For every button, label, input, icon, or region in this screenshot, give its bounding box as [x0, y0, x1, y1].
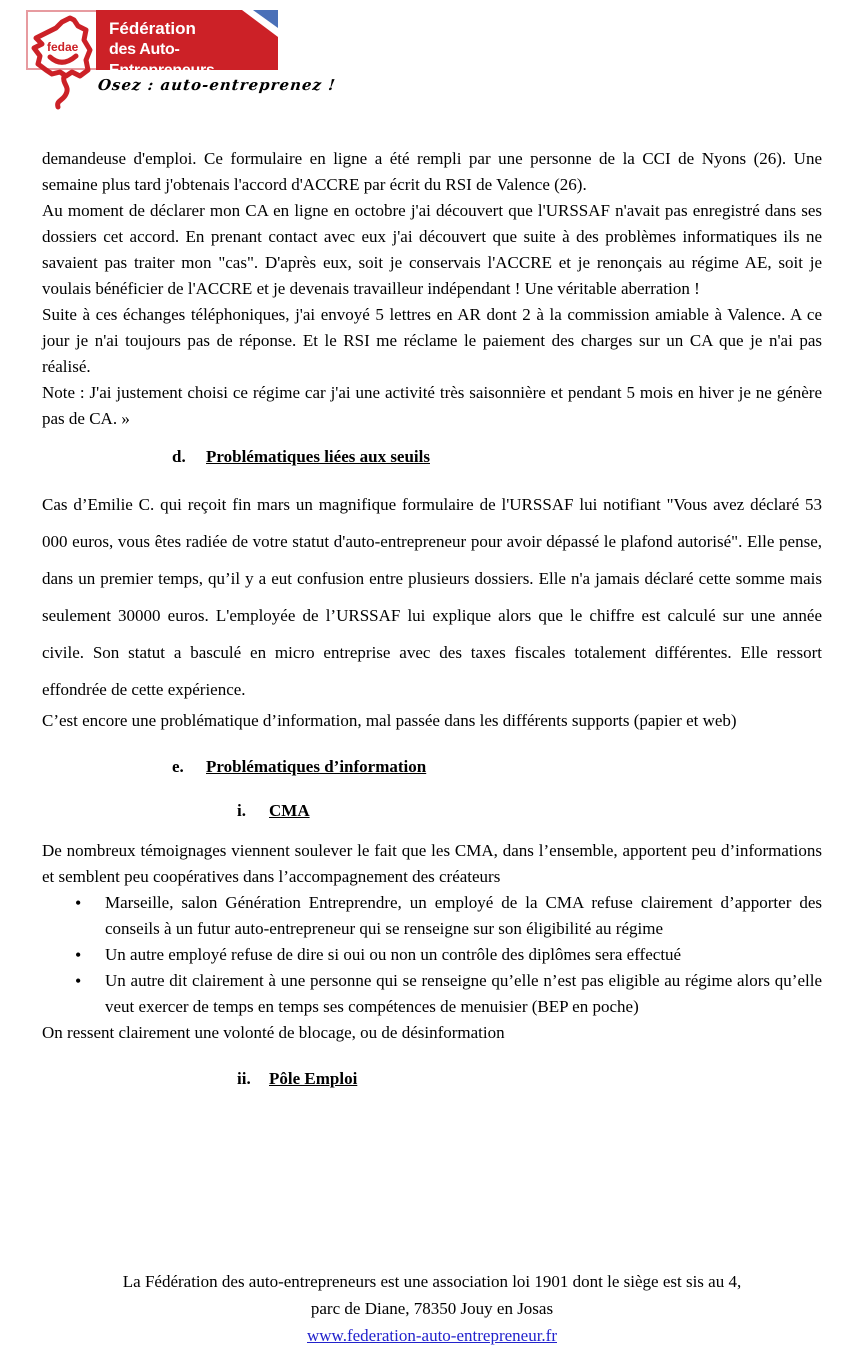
heading-label-d: d. — [172, 447, 186, 466]
footer-association-line2: parc de Diane, 78350 Jouy en Josas — [310, 1299, 554, 1318]
list-item-menuisier: • Un autre dit clairement à une personne qui se renseigne qu’elle n’est pas eligible au régime alors qu’elle veut exercer de temps en temps ses compétences de menuisier (BEP en poche) — [75, 968, 822, 1020]
list-item-controle-diplomes: • Un autre employé refuse de dire si oui ou non un contrôle des diplômes sera effectué — [75, 942, 822, 968]
paragraph-volonte-blocage: On ressent clairement une volonté de blocage, ou de désinformation — [42, 1023, 505, 1042]
logo-map-label: fedae — [47, 40, 79, 54]
paragraph-lettres-ar: Suite à ces échanges téléphoniques, j'ai envoyé 5 lettres en AR dont 2 à la commission amiable à Valence. A ce jour je n'ai toujours pas de réponse. Et le RSI me réclame le paiement des charges sur un CA que je n'ai pas réalisé. — [42, 305, 822, 376]
heading-text-information: Problématiques d’information — [206, 757, 427, 776]
footer-website-link[interactable]: www.federation-auto-entrepreneur.fr — [307, 1326, 557, 1345]
paragraph-cas-emilie: Cas d’Emilie C. qui reçoit fin mars un magnifique formulaire de l'URSSAF lui notifiant "Vous avez déclaré 53 000 euros, vous êtes radiée de votre statut d'auto-entrepreneur pour avoir dépassé le plafond autorisé". Elle pense, dans un premier temps, qu’il y a eut confusion entre plusieurs dossiers. Elle n'a jamais déclaré cette somme mais seulement 30000 euros. L'employée de l’URSSAF lui explique alors que le chiffre est calculé sur une année civile. Son statut a basculé en micro entreprise avec des taxes fiscales totalement différentes. Elle ressort effondrée de cette expérience. — [42, 495, 822, 699]
fedae-logo — [26, 10, 337, 120]
heading-cma — [42, 798, 822, 824]
logo-banner — [96, 10, 278, 79]
paragraph-temoignages-cma: De nombreux témoignages viennent soulever le fait que les CMA, dans l’ensemble, apportent peu d’informations et semblent peu coopératives dans l’accompagnement des créateurs — [42, 841, 822, 886]
heading-text-pole-emploi: Pôle Emploi — [269, 1069, 358, 1088]
paragraph-testimony-continuation: demandeuse d'emploi. Ce formulaire en ligne a été rempli par une personne de la CCI de Nyons (26). Une semaine plus tard j'obtenais l'accord d'ACCRE par écrit du RSI de Valence (26). — [42, 149, 822, 194]
corner-flag-icon — [236, 10, 278, 38]
cma-testimony-list — [75, 890, 822, 1020]
france-map-icon — [26, 12, 112, 112]
heading-label-ii: ii. — [237, 1069, 251, 1088]
page-footer — [42, 1268, 822, 1349]
list-item-marseille: • Marseille, salon Génération Entreprendre, un employé de la CMA refuse clairement d’apporter des conseils à un futur auto-entrepreneur qui se renseigne sur son éligibilité au régime — [75, 890, 822, 942]
logo-banner-line2: des Auto-Entrepreneurs — [109, 41, 215, 79]
logo-banner-line1: Fédération — [109, 19, 196, 38]
heading-problematiques-information — [42, 754, 822, 780]
heading-text-cma: CMA — [269, 801, 310, 820]
logo-tagline: Osez : auto-entreprenez ! — [97, 76, 337, 94]
paragraph-urssaf-accord: Au moment de déclarer mon CA en ligne en octobre j'ai découvert que l'URSSAF n'avait pas enregistré dans ses dossiers cet accord. En prenant contact avec eux j'ai découvert que suite à des problèmes informatiques ils ne savaient pas traiter mon "cas". D'après eux, soit je conservais l'ACCRE et je renonçais au régime AE, soit je voulais bénéficier de l'ACCRE et je devenais travailleur indépendant ! Une véritable aberration ! — [42, 201, 822, 298]
heading-pole-emploi — [42, 1066, 822, 1092]
paragraph-probleme-information: C’est encore une problématique d’information, mal passée dans les différents supports (papier et web) — [42, 711, 737, 730]
footer-association-line1: La Fédération des auto-entrepreneurs est une association loi 1901 dont le siège est sis au 4, — [122, 1272, 742, 1291]
document-body — [42, 146, 822, 1106]
paragraph-note-saisonniere: Note : J'ai justement choisi ce régime car j'ai une activité très saisonnière et pendant 5 mois en hiver je ne génère pas de CA. » — [42, 383, 822, 428]
heading-label-i: i. — [237, 801, 246, 820]
heading-problematiques-seuils — [42, 444, 822, 470]
heading-label-e: e. — [172, 757, 184, 776]
heading-text-seuils: Problématiques liées aux seuils — [206, 447, 430, 466]
